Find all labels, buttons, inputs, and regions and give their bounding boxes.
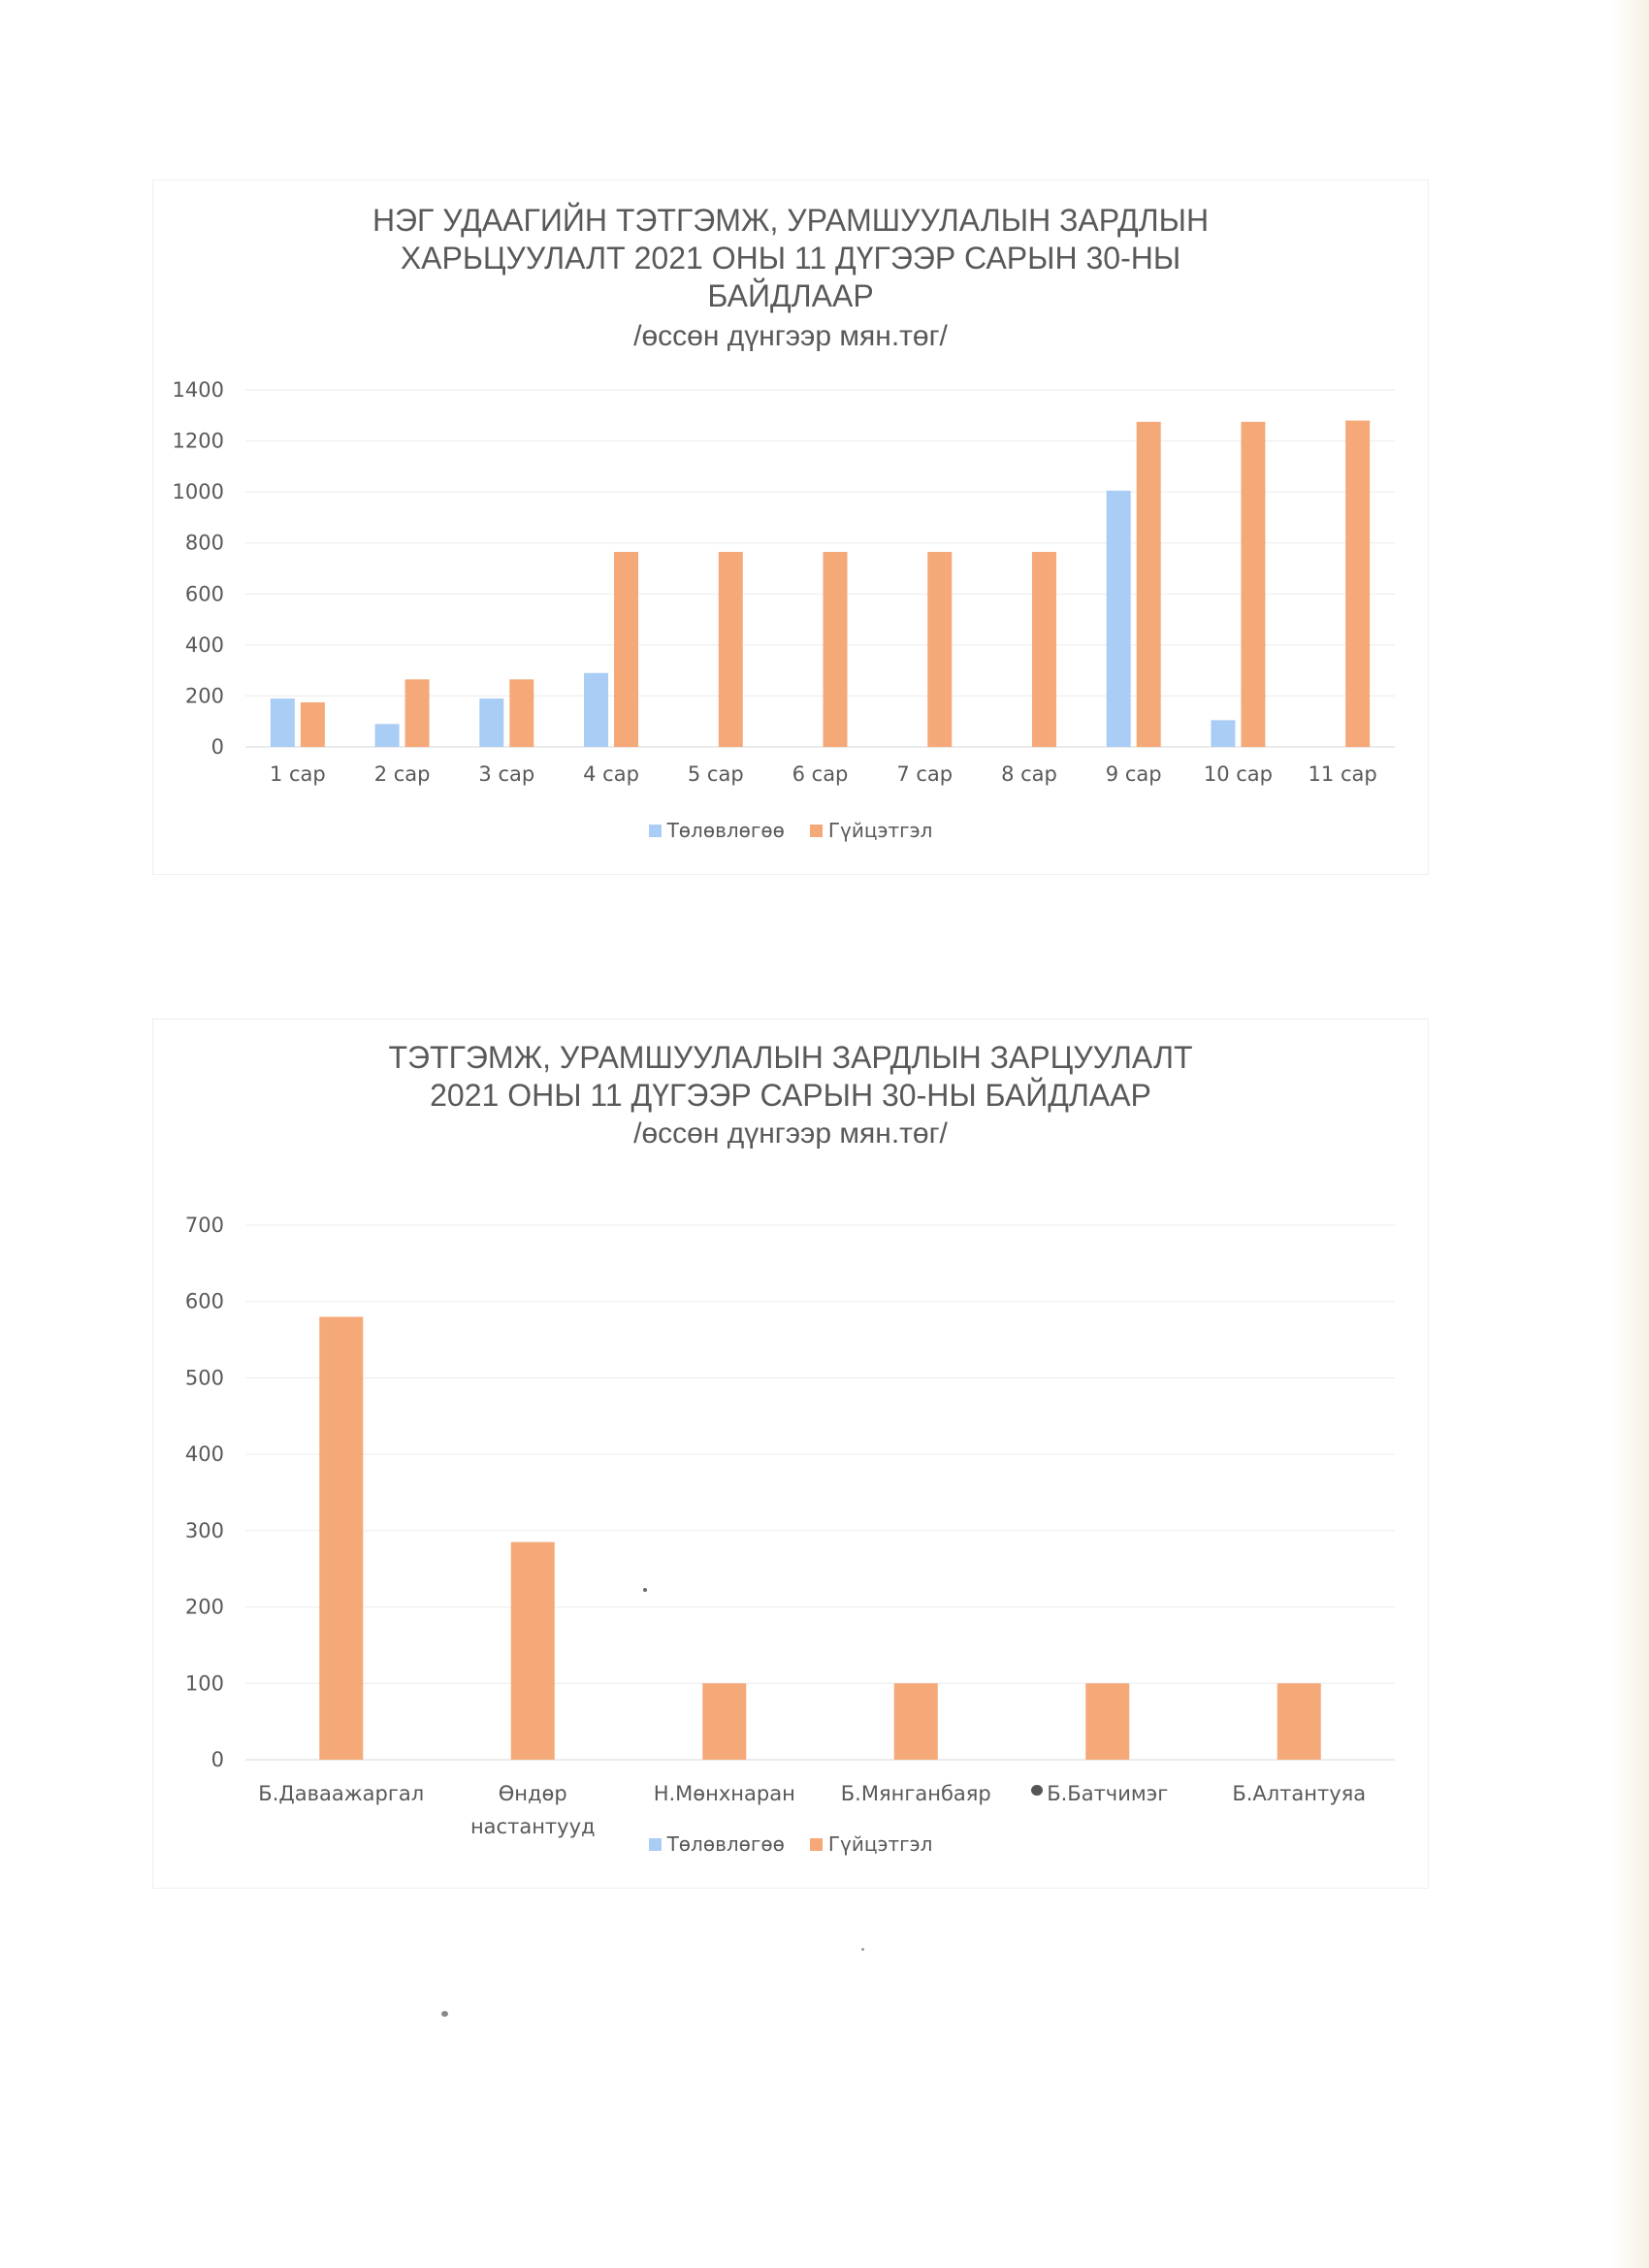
x-category-label: 3 сар bbox=[478, 762, 535, 786]
bar-actual bbox=[511, 1542, 555, 1760]
scan-speck bbox=[643, 1588, 647, 1592]
bar-actual bbox=[719, 552, 743, 747]
bar-actual bbox=[1137, 422, 1161, 747]
legend-swatch-plan bbox=[649, 825, 662, 837]
chart-panel-expense-by-person bbox=[152, 1019, 1429, 1889]
x-category-label: 7 сар bbox=[896, 762, 954, 786]
bar-plan bbox=[1211, 720, 1235, 747]
x-category-label: Н.Мөнхнаран bbox=[653, 1782, 795, 1805]
legend-label-actual: Гүйцэтгэл bbox=[827, 819, 933, 842]
y-tick-label: 500 bbox=[184, 1366, 224, 1390]
scan-edge-shadow bbox=[1610, 0, 1649, 2268]
legend-item-actual bbox=[810, 819, 933, 842]
chart-title-line: 2021 ОНЫ 11 ДҮГЭЭР САРЫН 30-НЫ БАЙДЛААР bbox=[430, 1078, 1151, 1113]
legend-item-actual bbox=[810, 1832, 933, 1856]
bar-actual bbox=[614, 552, 638, 747]
legend-label-plan: Төлөвлөгөө bbox=[666, 819, 785, 842]
y-tick-label: 100 bbox=[184, 1671, 224, 1696]
x-category-label: Б.Батчимэг bbox=[1047, 1782, 1169, 1805]
legend-swatch-actual bbox=[810, 1838, 823, 1851]
plot-area bbox=[153, 180, 1428, 874]
y-tick-label: 600 bbox=[184, 582, 224, 606]
bar-plan bbox=[375, 724, 400, 747]
legend-label-actual: Гүйцэтгэл bbox=[827, 1832, 933, 1856]
legend-item-plan bbox=[649, 1832, 785, 1856]
bar-plan bbox=[584, 673, 608, 747]
y-tick-label: 400 bbox=[184, 1442, 224, 1467]
y-tick-label: 300 bbox=[184, 1518, 224, 1542]
bar-actual bbox=[509, 679, 534, 747]
chart-subtitle: /өссөн дүнгээр мян.төг/ bbox=[633, 320, 948, 352]
chart-title-line: БАЙДЛААР bbox=[707, 278, 874, 313]
bar-actual bbox=[301, 702, 325, 747]
y-tick-label: 1200 bbox=[172, 429, 224, 453]
bar-actual bbox=[1032, 552, 1056, 747]
x-category-label: настантууд bbox=[469, 1815, 596, 1838]
bar-actual bbox=[405, 679, 430, 747]
scan-speck bbox=[1031, 1785, 1043, 1796]
chart-legend bbox=[153, 1832, 1428, 1856]
legend-swatch-plan bbox=[649, 1838, 662, 1851]
y-tick-label: 800 bbox=[184, 531, 224, 555]
legend-label-plan: Төлөвлөгөө bbox=[666, 1832, 785, 1856]
x-category-label: 4 сар bbox=[583, 762, 639, 786]
bar-actual bbox=[1241, 422, 1265, 747]
chart-subtitle: /өссөн дүнгээр мян.төг/ bbox=[633, 1118, 948, 1150]
bar-actual bbox=[824, 552, 848, 747]
bar-plan bbox=[271, 698, 295, 747]
y-tick-label: 0 bbox=[210, 1748, 224, 1771]
y-tick-label: 700 bbox=[184, 1214, 224, 1237]
bar-actual bbox=[1085, 1683, 1129, 1760]
y-tick-label: 1400 bbox=[172, 378, 224, 402]
bar-plan bbox=[1107, 491, 1131, 747]
y-tick-label: 0 bbox=[210, 735, 224, 759]
bar-actual bbox=[927, 552, 952, 747]
legend-swatch-actual bbox=[810, 825, 823, 837]
x-category-label: Өндөр bbox=[498, 1782, 567, 1805]
bar-actual bbox=[894, 1683, 938, 1760]
x-category-label: 5 сар bbox=[687, 762, 744, 786]
x-category-label: 1 сар bbox=[269, 762, 326, 786]
x-category-label: 8 сар bbox=[1001, 762, 1057, 786]
chart-legend bbox=[153, 819, 1428, 842]
chart-title-line: НЭГ УДААГИЙН ТЭТГЭМЖ, УРАМШУУЛАЛЫН ЗАРДЛЫН bbox=[372, 203, 1210, 238]
x-category-label: 2 сар bbox=[373, 762, 431, 786]
x-category-label: 11 сар bbox=[1308, 762, 1377, 786]
bar-actual bbox=[1277, 1683, 1321, 1760]
x-category-label: Б.Мянганбаяр bbox=[840, 1782, 991, 1805]
y-tick-label: 400 bbox=[184, 632, 224, 657]
x-category-label: 10 сар bbox=[1203, 762, 1273, 786]
x-category-label: Б.Алтантуяа bbox=[1232, 1782, 1367, 1805]
y-tick-label: 600 bbox=[184, 1289, 224, 1313]
chart-title-line: ХАРЬЦУУЛАЛТ 2021 ОНЫ 11 ДҮГЭЭР САРЫН 30-НЫ bbox=[400, 241, 1181, 275]
bar-actual bbox=[702, 1683, 746, 1760]
y-tick-label: 200 bbox=[184, 684, 224, 708]
x-category-label: Б.Даваажаргал bbox=[258, 1782, 425, 1805]
scan-speck bbox=[861, 1948, 864, 1951]
y-tick-label: 200 bbox=[184, 1595, 224, 1619]
y-tick-label: 1000 bbox=[172, 480, 224, 504]
scan-speck bbox=[441, 2011, 448, 2017]
legend-item-plan bbox=[649, 819, 785, 842]
x-category-label: 6 сар bbox=[792, 762, 849, 786]
x-category-label: 9 сар bbox=[1105, 762, 1162, 786]
bar-actual bbox=[1345, 421, 1370, 747]
plot-area bbox=[153, 1020, 1428, 1888]
bar-plan bbox=[479, 698, 503, 747]
bar-actual bbox=[319, 1316, 363, 1760]
chart-title-line: ТЭТГЭМЖ, УРАМШУУЛАЛЫН ЗАРДЛЫН ЗАРЦУУЛАЛТ bbox=[388, 1040, 1193, 1075]
chart-panel-monthly-comparison bbox=[152, 179, 1429, 875]
